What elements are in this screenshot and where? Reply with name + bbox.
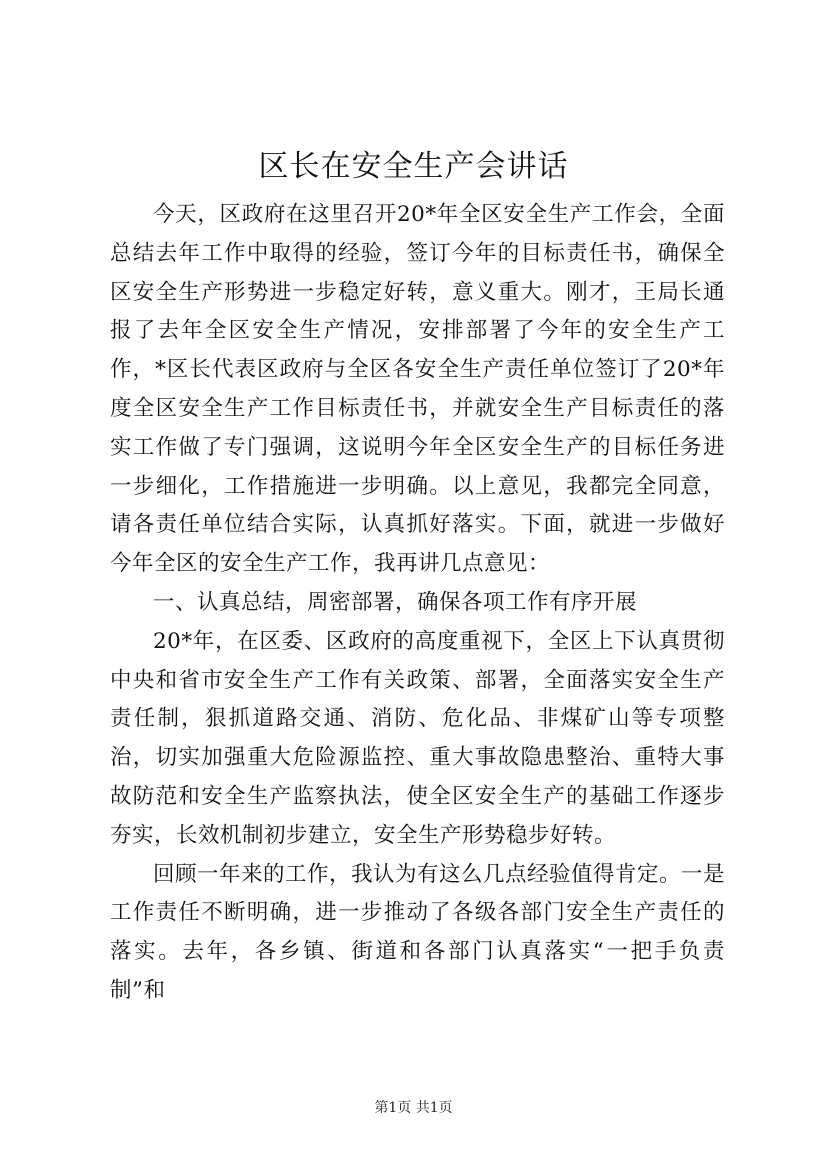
- section-heading-1: 一、认真总结，周密部署，确保各项工作有序开展: [153, 589, 638, 615]
- document-title: 区长在安全生产会讲话: [258, 149, 569, 184]
- paragraph-experience: 回顾一年来的工作，我认为有这么几点经验值得肯定。一是工作责任不断明确，进一步推动了各级各部门安全生产责任的落实。去年，各乡镇、街道和各部门认真落实“一把手负责制”和: [110, 861, 726, 1003]
- document-body: [110, 196, 725, 1011]
- paragraph-review: 20*年，在区委、区政府的高度重视下，全区上下认真贯彻中央和省市安全生产工作有关政策、部署，全面落实安全生产责任制，狠抓道路交通、消防、危化品、非煤矿山等专项整治，切实加强重大危险源监控、重大事故隐患整治、重特大事故防范和安全生产监察执法，使全区安全生产的基础工作逐步夯实，长效机制初步建立，安全生产形势稳步好转。: [110, 628, 725, 848]
- page-footer: 第1页 共1页: [374, 1100, 453, 1116]
- paragraph-intro: 今天，区政府在这里召开20*年全区安全生产工作会，全面总结去年工作中取得的经验，签订今年的目标责任书，确保全区安全生产形势进一步稳定好转，意义重大。刚才，王局长通报了去年全区安全生产情况，安排部署了今年的安全生产工作，*区长代表区政府与全区各安全生产责任单位签订了20*年度全区安全生产工作目标责任书，并就安全生产目标责任的落实工作做了专门强调，这说明今年全区安全生产的目标任务进一步细化，工作措施进一步明确。以上意见，我都完全同意，请各责任单位结合实际，认真抓好落实。下面，就进一步做好今年全区的安全生产工作，我再讲几点意见：: [110, 202, 725, 577]
